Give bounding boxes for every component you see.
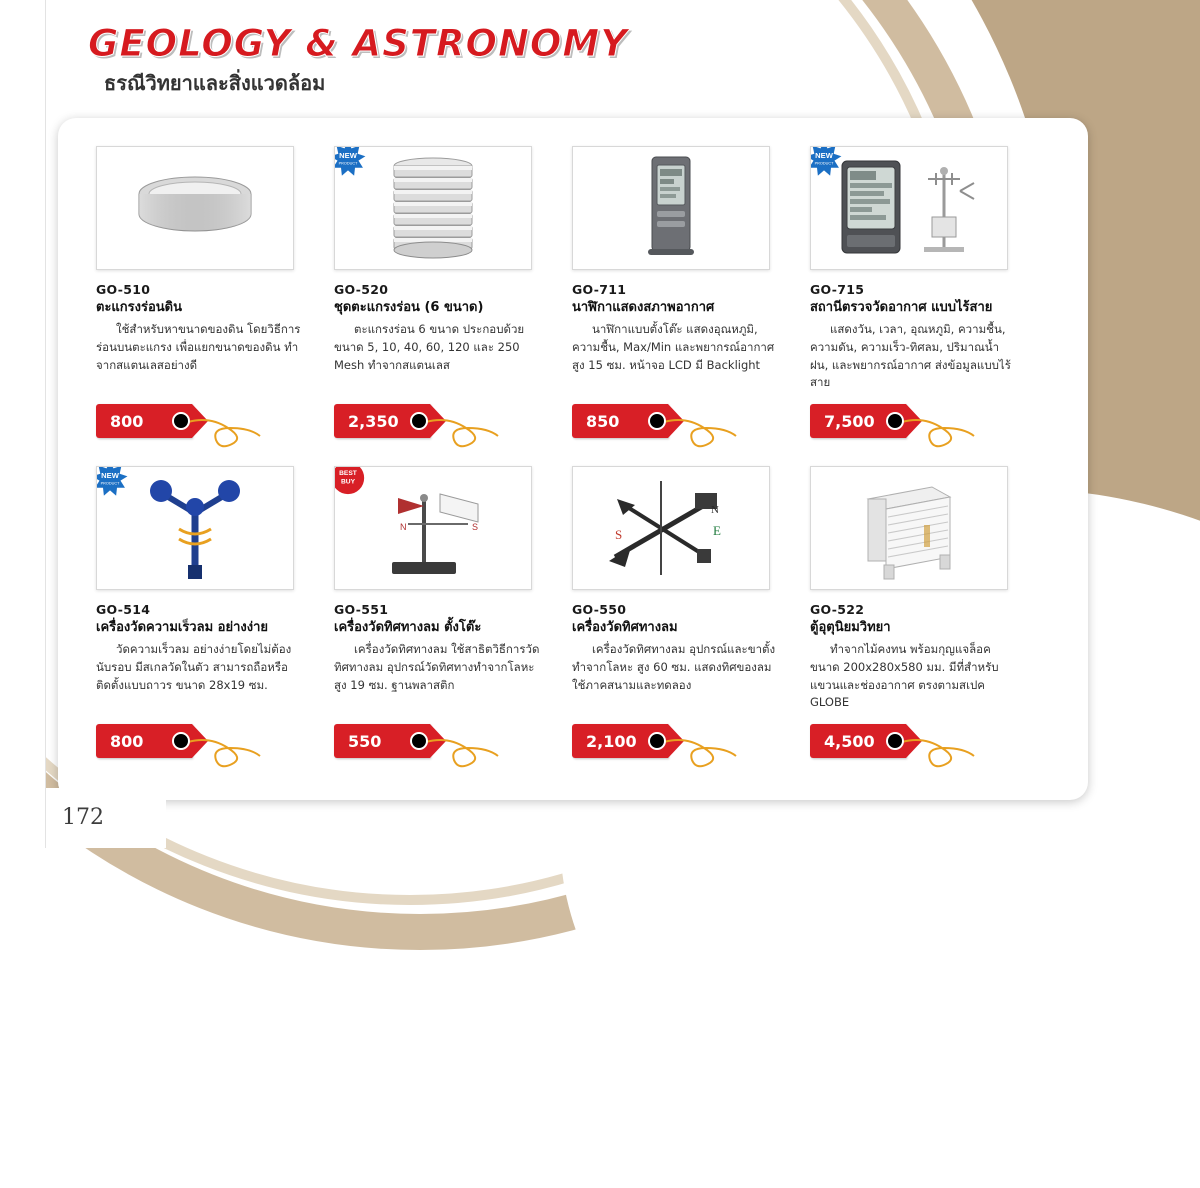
product-card[interactable]: [572, 466, 810, 786]
tag-string-icon: [658, 408, 778, 448]
new-badge-icon: [96, 466, 129, 497]
tag-string-icon: [896, 408, 1016, 448]
page-title: GEOLOGY & ASTRONOMY: [88, 22, 628, 65]
product-card[interactable]: [96, 466, 334, 786]
price-value: 2,350: [334, 404, 430, 438]
tag-hole-icon: [410, 412, 428, 430]
svg-text:PRODUCT: PRODUCT: [338, 161, 358, 166]
product-grid: [96, 146, 1048, 786]
product-description: ทำจากไม้คงทน พร้อมกุญแจล็อค ขนาด 200x280x580 มม. มีที่สำหรับแขวนและช่องอากาศ ตรงตามสเปค GLOBE: [810, 641, 999, 710]
tag-hole-icon: [172, 732, 190, 750]
product-image: [572, 146, 770, 270]
product-name: เครื่องวัดทิศทางลม: [572, 620, 678, 635]
price-value: 4,500: [810, 724, 906, 758]
product-description: วัดความเร็วลม อย่างง่ายโดยไม่ต้องนับรอบ มีสเกลวัดในตัว สามารถถือหรือติดตั้งแบบถาวร ขนาด 28x19 ซม.: [96, 641, 292, 692]
price-tag: [810, 404, 1020, 446]
product-image: [334, 466, 532, 590]
svg-text:PRODUCT: PRODUCT: [100, 481, 120, 486]
svg-text:NEW: NEW: [815, 151, 833, 160]
new-badge-icon: [810, 146, 843, 177]
price-tag: [96, 404, 306, 446]
product-image: [810, 146, 1008, 270]
product-card[interactable]: [96, 146, 334, 466]
product-card[interactable]: [810, 146, 1048, 466]
tag-string-icon: [420, 408, 540, 448]
best-buy-badge-icon: [334, 466, 367, 497]
tag-string-icon: [658, 728, 778, 768]
product-image: [810, 466, 1008, 590]
product-card[interactable]: [810, 466, 1048, 786]
product-name: ตู้อุตุนิยมวิทยา: [810, 620, 891, 635]
catalog-card: [58, 118, 1088, 800]
price-tag: [96, 724, 306, 766]
price-value: 850: [572, 404, 668, 438]
tag-string-icon: [182, 408, 302, 448]
product-image: [96, 466, 294, 590]
price-value: 800: [96, 724, 192, 758]
product-card[interactable]: [334, 146, 572, 466]
price-value: 7,500: [810, 404, 906, 438]
tag-string-icon: [896, 728, 1016, 768]
svg-text:BEST: BEST: [339, 470, 357, 478]
svg-text:NEW: NEW: [101, 471, 119, 480]
product-code: GO-715: [810, 282, 865, 297]
price-tag: [334, 404, 544, 446]
page-header: [88, 22, 628, 99]
tag-hole-icon: [172, 412, 190, 430]
product-description: แสดงวัน, เวลา, อุณหภูมิ, ความชื้น, ความดัน, ความเร็ว-ทิศลม, ปริมาณน้ำฝน, และพยากรณ์อากาศ ส่งข้อมูลแบบไร้สาย: [810, 321, 1011, 390]
svg-text:S: S: [472, 522, 479, 532]
price-value: 550: [334, 724, 430, 758]
product-code: GO-520: [334, 282, 389, 297]
product-image: [572, 466, 770, 590]
product-code: GO-551: [334, 602, 389, 617]
product-name: สถานีตรวจวัดอากาศ แบบไร้สาย: [810, 300, 993, 315]
product-description: เครื่องวัดทิศทางลม ใช้สาธิตวิธีการวัดทิศทางลม อุปกรณ์วัดทิศทางทำจากโลหะสูง 19 ซม. ฐานพลาสติก: [334, 641, 540, 692]
svg-text:S: S: [615, 527, 623, 542]
product-name: เครื่องวัดความเร็วลม อย่างง่าย: [96, 620, 269, 635]
product-code: GO-510: [96, 282, 151, 297]
product-description: เครื่องวัดทิศทางลม อุปกรณ์และขาตั้งทำจากโลหะ สูง 60 ซม. แสดงทิศของลม ใช้ภาคสนามและทดลอง: [572, 641, 776, 692]
tag-hole-icon: [886, 732, 904, 750]
product-name: นาฬิกาแสดงสภาพอากาศ: [572, 300, 715, 315]
sidebar-tab-rail: [0, 0, 46, 848]
product-code: GO-514: [96, 602, 151, 617]
tag-string-icon: [420, 728, 540, 768]
price-tag: [334, 724, 544, 766]
tag-hole-icon: [886, 412, 904, 430]
tag-hole-icon: [648, 412, 666, 430]
new-badge-icon: [334, 146, 367, 177]
product-description: นาฬิกาแบบตั้งโต๊ะ แสดงอุณหภูมิ, ความชื้น, Max/Min และพยากรณ์อากาศ สูง 15 ซม. หน้าจอ LCD มี Backlight: [572, 321, 775, 372]
product-name: เครื่องวัดทิศทางลม ตั้งโต๊ะ: [334, 620, 482, 635]
product-description: ใช้สำหรับหาขนาดของดิน โดยวิธีการร่อนบนตะแกรง เพื่อแยกขนาดของดิน ทำจากสแตนเลสอย่างดี: [96, 321, 301, 372]
tag-hole-icon: [410, 732, 428, 750]
product-description: ตะแกรงร่อน 6 ขนาด ประกอบด้วยขนาด 5, 10, 40, 60, 120 และ 250 Mesh ทำจากสแตนเลส: [334, 321, 525, 372]
product-code: GO-522: [810, 602, 865, 617]
product-image: [334, 146, 532, 270]
page-number: 172: [62, 805, 104, 830]
svg-text:NEW: NEW: [339, 151, 357, 160]
product-image: [96, 146, 294, 270]
svg-text:BUY: BUY: [340, 478, 356, 486]
product-card[interactable]: [572, 146, 810, 466]
product-code: GO-550: [572, 602, 627, 617]
svg-text:N: N: [400, 522, 407, 532]
svg-text:N: N: [711, 504, 719, 516]
tag-string-icon: [182, 728, 302, 768]
svg-text:E: E: [713, 523, 721, 538]
price-value: 800: [96, 404, 192, 438]
price-tag: [572, 404, 782, 446]
product-name: ชุดตะแกรงร่อน (6 ขนาด): [334, 300, 484, 315]
product-name: ตะแกรงร่อนดิน: [96, 300, 183, 315]
page-subtitle: ธรณีวิทยาและสิ่งแวดล้อม: [104, 71, 326, 95]
product-code: GO-711: [572, 282, 627, 297]
product-card[interactable]: [334, 466, 572, 786]
price-tag: [810, 724, 1020, 766]
tag-hole-icon: [648, 732, 666, 750]
svg-text:PRODUCT: PRODUCT: [814, 161, 834, 166]
price-value: 2,100: [572, 724, 668, 758]
price-tag: [572, 724, 782, 766]
